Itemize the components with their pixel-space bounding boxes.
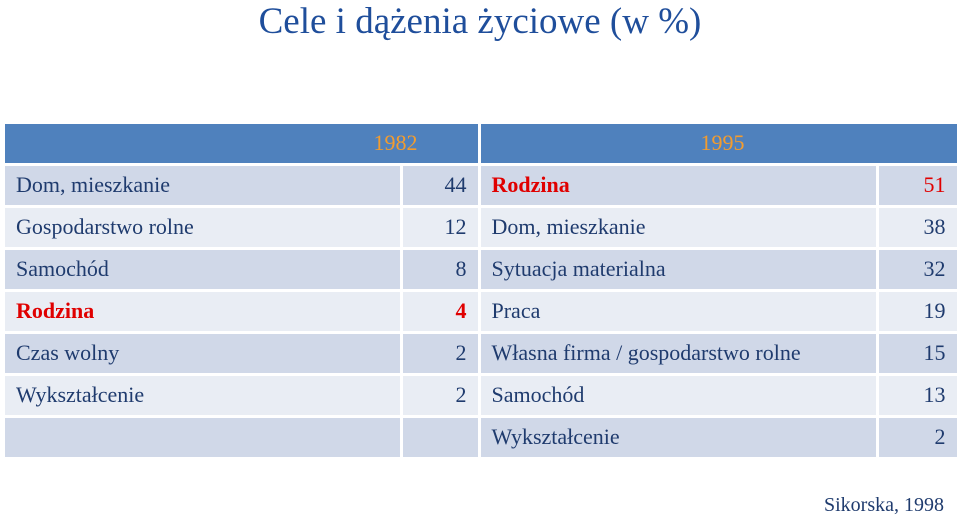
- right-item-value: 32: [877, 248, 958, 290]
- right-item-name: Rodzina: [479, 164, 877, 206]
- table-row: [5, 374, 958, 416]
- table-row: [5, 416, 958, 458]
- left-item-name: Czas wolny: [5, 332, 401, 374]
- comparison-table: [5, 124, 960, 460]
- table-row: [5, 332, 958, 374]
- right-item-value: 38: [877, 206, 958, 248]
- left-item-name: Rodzina: [5, 290, 401, 332]
- right-item-name: Własna firma / gospodarstwo rolne: [479, 332, 877, 374]
- table-row: [5, 248, 958, 290]
- header-year-1982: 1982: [5, 124, 479, 164]
- table-row: [5, 164, 958, 206]
- left-item-value: 44: [401, 164, 479, 206]
- left-item-value: 12: [401, 206, 479, 248]
- table-row: [5, 290, 958, 332]
- left-item-value: 8: [401, 248, 479, 290]
- right-item-value: 13: [877, 374, 958, 416]
- page-title: Cele i dążenia życiowe (w %): [258, 1, 702, 42]
- left-item-value: 2: [401, 374, 479, 416]
- right-item-value: 2: [877, 416, 958, 458]
- right-item-name: Dom, mieszkanie: [479, 206, 877, 248]
- left-item-value: 4: [401, 290, 479, 332]
- right-item-name: Samochód: [479, 374, 877, 416]
- right-item-value: 19: [877, 290, 958, 332]
- left-item-name: Dom, mieszkanie: [5, 164, 401, 206]
- right-item-name: Praca: [479, 290, 877, 332]
- left-item-name: Wykształcenie: [5, 374, 401, 416]
- right-item-value: 51: [877, 164, 958, 206]
- table-header-row: [5, 124, 958, 164]
- left-item-value: 2: [401, 332, 479, 374]
- table-row: [5, 206, 958, 248]
- left-item-name: [5, 416, 401, 458]
- source-citation: Sikorska, 1998: [824, 494, 944, 516]
- left-item-name: Samochód: [5, 248, 401, 290]
- header-year-1995: 1995: [479, 124, 958, 164]
- right-item-value: 15: [877, 332, 958, 374]
- right-item-name: Wykształcenie: [479, 416, 877, 458]
- left-item-value: [401, 416, 479, 458]
- right-item-name: Sytuacja materialna: [479, 248, 877, 290]
- left-item-name: Gospodarstwo rolne: [5, 206, 401, 248]
